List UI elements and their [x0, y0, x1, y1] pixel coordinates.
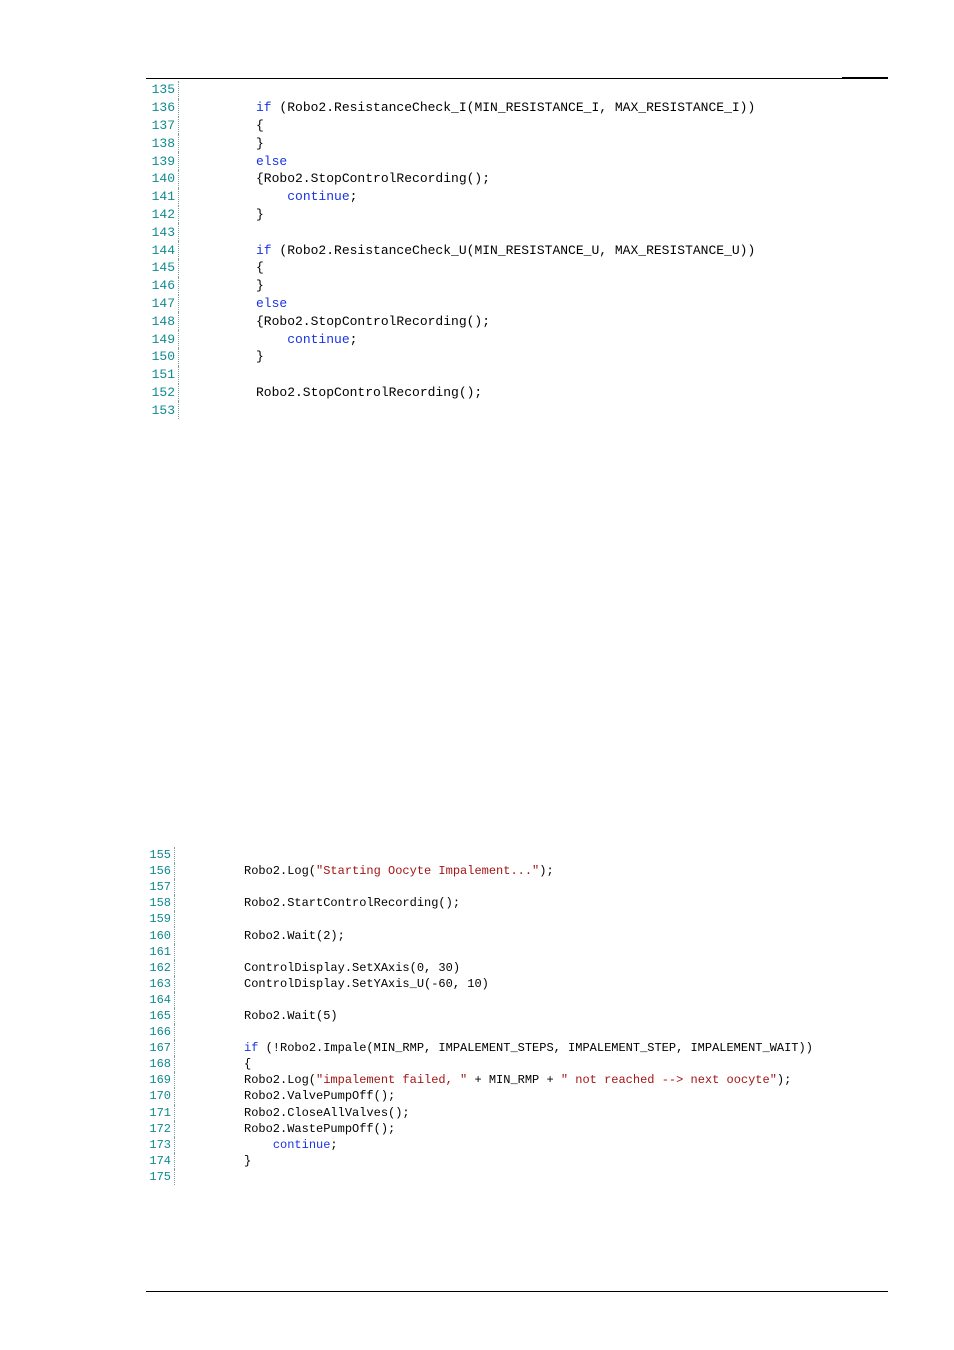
line-number: 164	[146, 992, 175, 1008]
line-number: 135	[146, 81, 179, 99]
code-line	[146, 384, 755, 402]
code-token: {	[256, 260, 264, 276]
keyword-token: continue	[287, 189, 350, 205]
code-text	[179, 118, 264, 133]
code-text	[179, 171, 490, 186]
code-token: ControlDisplay.SetYAxis_U(-60, 10)	[244, 976, 489, 991]
code-listing-bottom	[146, 847, 813, 1185]
code-line	[146, 223, 755, 241]
code-text	[175, 1154, 251, 1168]
line-number: 155	[146, 847, 175, 863]
code-line	[146, 348, 755, 366]
code-text	[179, 385, 482, 400]
keyword-token: if	[256, 100, 272, 116]
line-number: 160	[146, 927, 175, 943]
code-token: );	[776, 1073, 792, 1088]
line-number: 171	[146, 1105, 175, 1121]
code-token: (Robo2.ResistanceCheck_I(MIN_RESISTANCE_I, MAX_RESISTANCE_I))	[271, 100, 756, 116]
code-line	[146, 241, 755, 259]
code-line	[146, 99, 755, 117]
line-number: 159	[146, 911, 175, 927]
line-number: 140	[146, 170, 179, 188]
line-number: 172	[146, 1121, 175, 1137]
keyword-token: continue	[272, 1137, 331, 1152]
keyword-token: else	[256, 153, 288, 169]
code-line	[146, 1137, 813, 1153]
code-text	[175, 929, 345, 943]
line-number: 175	[146, 1169, 175, 1185]
code-line	[146, 879, 813, 895]
line-number: 168	[146, 1056, 175, 1072]
code-token: Robo2.Wait(5)	[244, 1008, 338, 1023]
line-number: 156	[146, 863, 175, 879]
code-token: }	[256, 135, 264, 151]
code-line	[146, 330, 755, 348]
line-number: 146	[146, 277, 179, 295]
code-token	[244, 1138, 273, 1152]
code-line	[146, 259, 755, 277]
code-token: {	[256, 117, 264, 133]
code-line	[146, 401, 755, 419]
header-rule-tab	[842, 77, 888, 79]
code-line	[146, 206, 755, 224]
code-text	[179, 207, 264, 222]
code-text	[175, 1138, 338, 1152]
code-text	[175, 1122, 395, 1136]
code-token: ;	[330, 1137, 338, 1152]
code-line	[146, 1024, 813, 1040]
code-token: {Robo2.StopControlRecording();	[256, 171, 491, 187]
code-text	[175, 1089, 395, 1103]
code-line	[146, 960, 813, 976]
line-number: 137	[146, 117, 179, 135]
keyword-token: continue	[287, 331, 350, 347]
code-line	[146, 81, 755, 99]
code-token: Robo2.Log(	[244, 864, 317, 879]
code-line	[146, 117, 755, 135]
code-token: (Robo2.ResistanceCheck_U(MIN_RESISTANCE_U, MAX_RESISTANCE_U))	[271, 242, 756, 258]
code-line	[146, 847, 813, 863]
keyword-token: else	[256, 295, 288, 311]
code-text	[175, 961, 460, 975]
string-token: " not reached --> next oocyte"	[560, 1073, 777, 1088]
code-token: {Robo2.StopControlRecording();	[256, 313, 491, 329]
keyword-token: if	[244, 1041, 259, 1056]
code-text	[175, 896, 460, 910]
code-text	[179, 154, 287, 169]
header-rule	[146, 78, 888, 79]
code-line	[146, 1056, 813, 1072]
string-token: "impalement failed, "	[316, 1073, 468, 1088]
code-line	[146, 944, 813, 960]
code-text	[175, 977, 489, 991]
line-number: 173	[146, 1137, 175, 1153]
line-number: 139	[146, 152, 179, 170]
keyword-token: if	[256, 242, 272, 258]
code-line	[146, 976, 813, 992]
code-line	[146, 295, 755, 313]
line-number: 142	[146, 206, 179, 224]
code-token: }	[256, 278, 264, 294]
code-text	[175, 1009, 338, 1023]
code-line	[146, 152, 755, 170]
line-number: 145	[146, 259, 179, 277]
line-number: 169	[146, 1072, 175, 1088]
code-line	[146, 170, 755, 188]
line-number: 161	[146, 944, 175, 960]
code-line	[146, 927, 813, 943]
line-number: 144	[146, 241, 179, 259]
code-text	[175, 1106, 410, 1120]
code-listing-top	[146, 81, 755, 419]
code-token: (!Robo2.Impale(MIN_RMP, IMPALEMENT_STEPS, IMPALEMENT_STEP, IMPALEMENT_WAIT))	[258, 1041, 813, 1056]
line-number: 152	[146, 384, 179, 402]
line-number: 143	[146, 223, 179, 241]
line-number: 167	[146, 1040, 175, 1056]
code-text	[175, 1041, 813, 1055]
code-text	[179, 314, 490, 329]
code-line	[146, 277, 755, 295]
code-token: Robo2.StartControlRecording();	[244, 896, 461, 911]
line-number: 136	[146, 99, 179, 117]
code-text	[175, 864, 554, 878]
code-token: Robo2.Wait(2);	[244, 928, 345, 943]
code-text	[179, 189, 357, 204]
code-token: ;	[349, 331, 358, 347]
code-line	[146, 366, 755, 384]
line-number: 162	[146, 960, 175, 976]
line-number: 174	[146, 1153, 175, 1169]
line-number: 163	[146, 976, 175, 992]
code-text	[179, 260, 264, 275]
code-token: }	[256, 349, 264, 365]
code-line	[146, 134, 755, 152]
code-text	[179, 136, 264, 151]
code-token	[256, 189, 287, 204]
code-text	[179, 243, 755, 258]
code-text	[179, 100, 755, 115]
line-number: 151	[146, 366, 179, 384]
code-text	[179, 332, 357, 347]
code-line	[146, 1153, 813, 1169]
code-text	[179, 349, 264, 364]
code-line	[146, 312, 755, 330]
code-text	[175, 1057, 251, 1071]
string-token: "Starting Oocyte Impalement..."	[316, 864, 540, 879]
code-token: Robo2.ValvePumpOff();	[244, 1089, 396, 1104]
code-token: Robo2.StopControlRecording();	[256, 384, 483, 400]
line-number: 158	[146, 895, 175, 911]
code-line	[146, 1105, 813, 1121]
line-number: 166	[146, 1024, 175, 1040]
code-token: + MIN_RMP +	[467, 1073, 561, 1088]
line-number: 147	[146, 295, 179, 313]
line-number: 141	[146, 188, 179, 206]
code-text	[175, 1073, 791, 1087]
code-line	[146, 1169, 813, 1185]
code-text	[179, 296, 287, 311]
line-number: 157	[146, 879, 175, 895]
code-token: Robo2.Log(	[244, 1073, 317, 1088]
code-line	[146, 1072, 813, 1088]
code-token: ;	[349, 189, 358, 205]
code-line	[146, 1088, 813, 1104]
code-line	[146, 188, 755, 206]
code-line	[146, 992, 813, 1008]
line-number: 153	[146, 401, 179, 419]
footer-rule	[146, 1291, 888, 1292]
code-line	[146, 895, 813, 911]
line-number: 149	[146, 330, 179, 348]
code-line	[146, 1008, 813, 1024]
code-token: ControlDisplay.SetXAxis(0, 30)	[244, 960, 461, 975]
code-text	[179, 278, 264, 293]
code-line	[146, 1121, 813, 1137]
line-number: 148	[146, 312, 179, 330]
code-token: }	[256, 206, 264, 222]
code-token: );	[539, 864, 554, 879]
code-token: Robo2.WastePumpOff();	[244, 1121, 396, 1136]
line-number: 165	[146, 1008, 175, 1024]
code-line	[146, 863, 813, 879]
code-token	[256, 332, 287, 347]
code-token: {	[244, 1057, 252, 1072]
line-number: 138	[146, 134, 179, 152]
line-number: 150	[146, 348, 179, 366]
code-token: }	[244, 1153, 252, 1168]
line-number: 170	[146, 1088, 175, 1104]
code-line	[146, 1040, 813, 1056]
code-token: Robo2.CloseAllValves();	[244, 1105, 410, 1120]
code-line	[146, 911, 813, 927]
